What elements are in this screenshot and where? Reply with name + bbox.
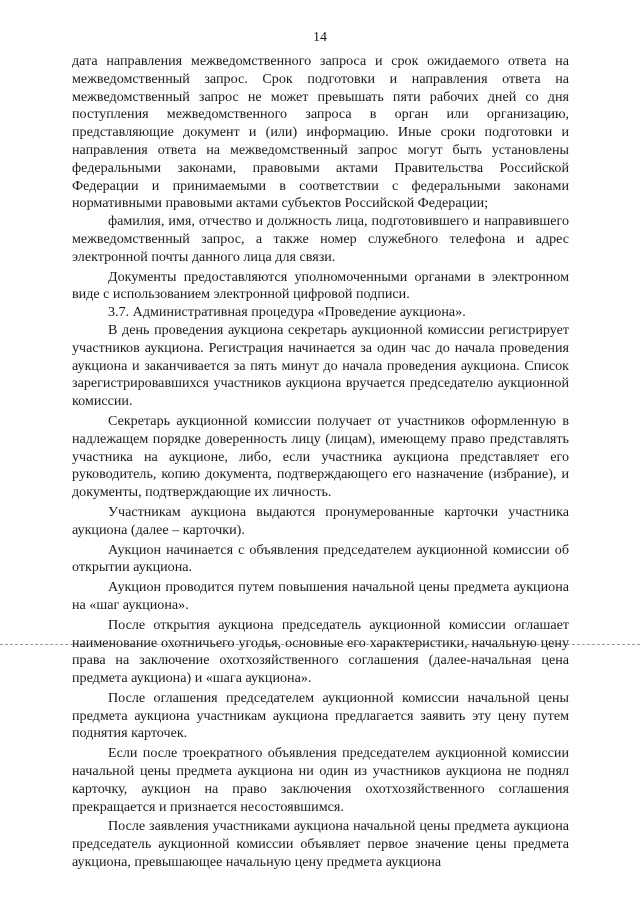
document-body <box>72 53 569 872</box>
paragraph-official-name: фамилия, имя, отчество и должность лица, подготовившего и направившего межведомственный запрос, а также номер служебного телефона и адрес электронной почты данного лица для связи. <box>72 213 569 265</box>
paragraph-registration: В день проведения аукциона секретарь аукционной комиссии регистрирует участников аукциона. Регистрация начинается за один час до начала проведения аукциона и заканчивается за пять минут до начала проведения аукциона. Список зарегистрировавшихся участников аукциона вручается председателю аукционной комиссии. <box>72 321 569 410</box>
section-heading-3-7: 3.7. Административная процедура «Проведение аукциона». <box>108 304 466 321</box>
paragraph-announcement: После открытия аукциона председатель аукционной комиссии оглашает наименование охотничьего угодья, основные его характеристики, начальную цену права на заключение охотхозяйственного соглашения (далее-начальная цена предмета аукциона) и «шага аукциона». <box>72 616 569 687</box>
page-number: 14 <box>313 30 327 45</box>
paragraph-failed-auction: Если после троекратного объявления председателем аукционной комиссии начальной цены предмета аукциона ни один из участников аукциона не поднял карточку, аукцион на право заключения охотхозяйственного соглашения прекращается и признается несостоявшимся. <box>72 745 569 815</box>
paragraph-cards: Участникам аукциона выдаются пронумерованные карточки участника аукциона (далее – карточки). <box>72 503 569 538</box>
paragraph-power-of-attorney: Секретарь аукционной комиссии получает от участников оформленную в надлежащем порядке доверенность лицу (лицам), имеющему право представлять участника на аукционе, либо, если участника аукциона представляет его руководитель, копию документа, подтверждающего его назначение (избрание), и документы, подтверждающие их личность. <box>72 412 569 501</box>
paragraph-electronic-documents: Документы предоставляются уполномоченными органами в электронном виде с использованием электронной цифровой подписи. <box>72 268 569 303</box>
paragraph-request-date: дата направления межведомственного запроса и срок ожидаемого ответа на межведомственный запрос. Срок подготовки и направления ответа на межведомственный запрос не может превышать пяти рабочих дней со дня поступления межведомственного запроса в орган или организацию, представляющие документ и (или) информацию. Иные сроки подготовки и направления ответа на межведомственный запрос могут быть установлены федеральными законами, правовыми актами Правительства Российской Федерации и принимаемыми в соответствии с федеральными законами нормативными правовыми актами субъектов Российской Федерации; <box>72 53 569 212</box>
paragraph-auction-start: Аукцион начинается с объявления председателем аукционной комиссии об открытии аукциона. <box>72 541 569 576</box>
paragraph-first-bid: После заявления участниками аукциона начальной цены предмета аукциона председатель аукционной комиссии объявляет первое значение цены предмета аукциона, превышающее начальную цену предмета аукциона <box>72 818 569 871</box>
paragraph-initial-price: После оглашения председателем аукционной комиссии начальной цены предмета аукциона участникам аукциона предлагается заявить эту цену путем поднятия карточек. <box>72 689 569 742</box>
paragraph-price-increase: Аукцион проводится путем повышения начальной цены предмета аукциона на «шаг аукциона». <box>72 579 569 613</box>
